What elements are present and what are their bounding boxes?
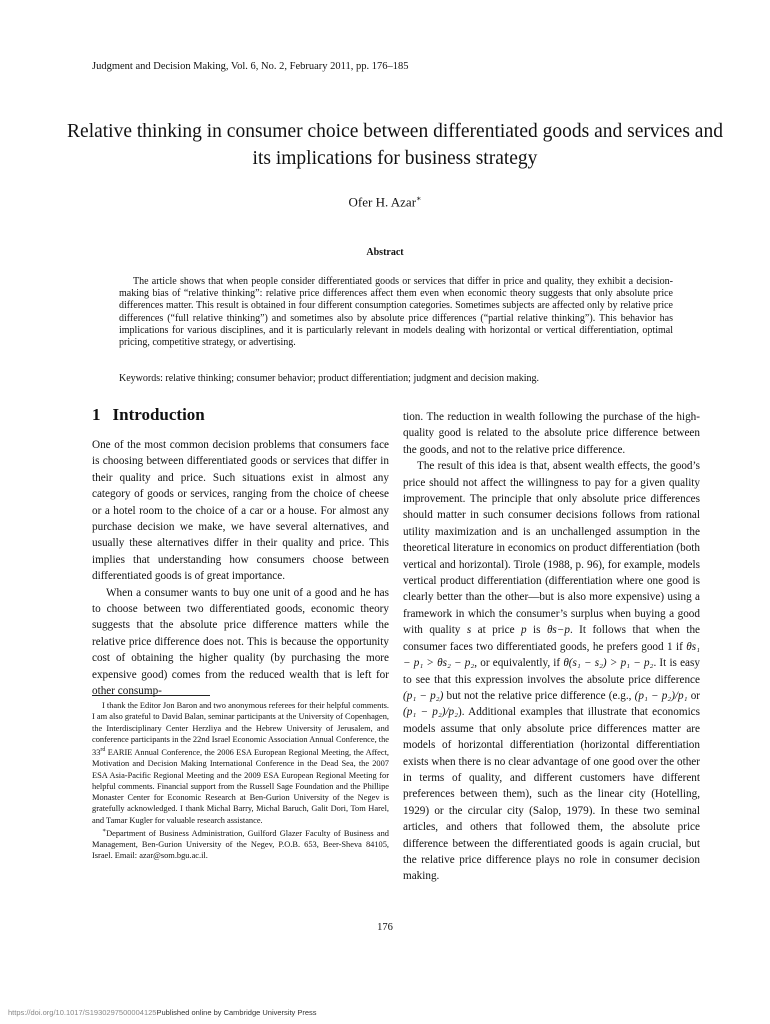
footnotes	[92, 700, 389, 862]
footnote-affiliation: ∗Department of Business Administration, Guilford Glazer Faculty of Business and Management, Ben-Gurion University of the Negev, P.O.B. 653, Beer-Sheva 84105, Israel. Email: azar@som.bgu.ac.il.	[92, 828, 389, 861]
math-inline: θs₁ − p₁ > θs₂ − p₂	[403, 640, 700, 670]
paragraph: When a consumer wants to buy one unit of a good and he has to choose between two differentiated goods, economic theory suggests that the absolute price difference matters while the relative price difference does not. This is because the opportunity cost of obtaining the higher quality (by purchasing the more expensive good) comes from the reduced wealth that is left for other consump-	[92, 586, 389, 698]
paragraph: tion. The reduction in wealth following the purchase of the high-quality good is related to the absolute price difference between the goods, and not to the relative price difference.	[403, 411, 700, 456]
paragraph: One of the most common decision problems that consumers face is choosing between differentiated goods or services that differ in their quality and price. Such situations exist in almost any category of goods or services, ranging from the choice of cheese or a hotel room to the choice of a car or a house. For almost any purchase decision we make, we have several alternatives, and usually these alternatives differ in their quality and price. This implies that understanding how consumers choose between differentiated goods is of great importance.	[92, 439, 389, 583]
abstract-text: The article shows that when people consider differentiated goods or services that differ in price and quality, they exhibit a decision-making bias of “relative thinking”: relative price differences affect them even when economic theory suggests that only absolute price differences matter. This result is obtained in four different consumption categories. Sometimes subjects are affected only by relative price differences (“full relative thinking”) and sometimes also by absolute price differences (“partial relative thinking”). This behavior has implications for various disciplines, and it is particularly relevant in models dealing with horizontal or vertical differentiation, optimal pricing, competitive strategy, or advertising.	[119, 276, 673, 349]
math-inline: θ(s₁ − s₂) > p₁ − p₂	[563, 657, 654, 670]
math-inline: (p₁ − p₂)/p₂	[403, 706, 459, 719]
section-number: 1	[92, 405, 101, 424]
section-heading	[92, 405, 205, 425]
abstract-heading: Abstract	[366, 247, 404, 258]
section-title: Introduction	[112, 405, 205, 424]
keywords: Keywords: relative thinking; consumer behavior; product differentiation; judgment and decision making.	[119, 373, 539, 384]
published-note: Published online by Cambridge University Press	[156, 1008, 317, 1017]
footnote-divider	[92, 695, 210, 696]
page-number: 176	[377, 922, 393, 933]
right-column	[403, 409, 700, 885]
math-inline: p	[520, 624, 527, 637]
math-inline: θs−p	[546, 624, 570, 637]
math-inline: (p₁ − p₂)	[403, 689, 444, 702]
author-footnote-mark: ∗	[416, 194, 422, 203]
paragraph: The result of this idea is that, absent wealth effects, the good’s price should not affect the willingness to pay for a given quality improvement. The principle that only absolute price differences should matter in such consumer decisions follows from rational utility maximization and is an unchallenged assumption in the theoretical literature in economics on product differentiation (both vertical and horizontal). Tirole (1988, p. 96), for example, models vertical product differentiation (differentiation where one good is clearly better than the other—but is also more expensive) using a framework in which the consumer’s surplus when buying a good with quality s at price p is θs−p. It follows that when the consumer faces two differentiated goods, he prefers good 1 if θs₁ − p₁ > θs₂ − p₂, or equivalently, if θ(s₁ − s₂) > p₁ − p₂. It is easy to see that this expression involves the absolute price difference (p₁ − p₂) but not the relative price difference (e.g., (p₁ − p₂)/p₁ or (p₁ − p₂)/p₂). Additional examples that illustrate that economics models assume that only absolute price differences matter are models of horizontal differentiation (horizontal differentiation exists when there is no clear advantage of one good over the other in terms of quality, and different customers have different preferences between them), such as the linear city (Hotelling, 1929) or the circular city (Salop, 1979). In these two seminal articles, and others that followed them, the absolute price difference between the differentiated goods is again crucial, but the relative price difference plays no role in consumer decision making.	[403, 460, 701, 883]
left-column	[92, 437, 389, 700]
footnote-acknowledgment: I thank the Editor Jon Baron and two anonymous referees for their helpful comments. I am also grateful to David Balan, seminar participants at the University of Copenhagen, the Interdisciplinary Center Herzliya and the Hebrew University of Jerusalem, and conference participants in the 22nd Israel Economic Association Annual Conference, the 33rd EARIE Annual Conference, the 2006 ESA European Regional Meeting, the Affect, Motivation and Decision Making International Conference in the Dead Sea, the 2007 ESA Asia-Pacific Regional Meeting and the 2009 ESA European Regional Meeting for helpful comments. Financial support from the Russell Sage Foundation and the Phillipe Monaster Center for Economic Research at Ben-Gurion University of the Negev is gratefully acknowledged. I thank Michal Barry, Michal Baruch, Galit Dori, Tom Harel, and Tamar Kugler for valuable research assistance.	[92, 701, 389, 825]
author-name: Ofer H. Azar	[348, 194, 417, 210]
math-inline: s	[466, 624, 472, 637]
paper-title: Relative thinking in consumer choice between differentiated goods and services and its implications for business strategy	[67, 121, 723, 169]
author-line	[0, 194, 770, 210]
doi-link[interactable]: https://doi.org/10.1017/S1930297500004125	[8, 1008, 157, 1017]
doi-footer	[8, 1008, 317, 1017]
journal-citation: Judgment and Decision Making, Vol. 6, No. 2, February 2011, pp. 176–185	[92, 61, 409, 72]
math-inline: (p₁ − p₂)/p₁	[634, 689, 688, 702]
